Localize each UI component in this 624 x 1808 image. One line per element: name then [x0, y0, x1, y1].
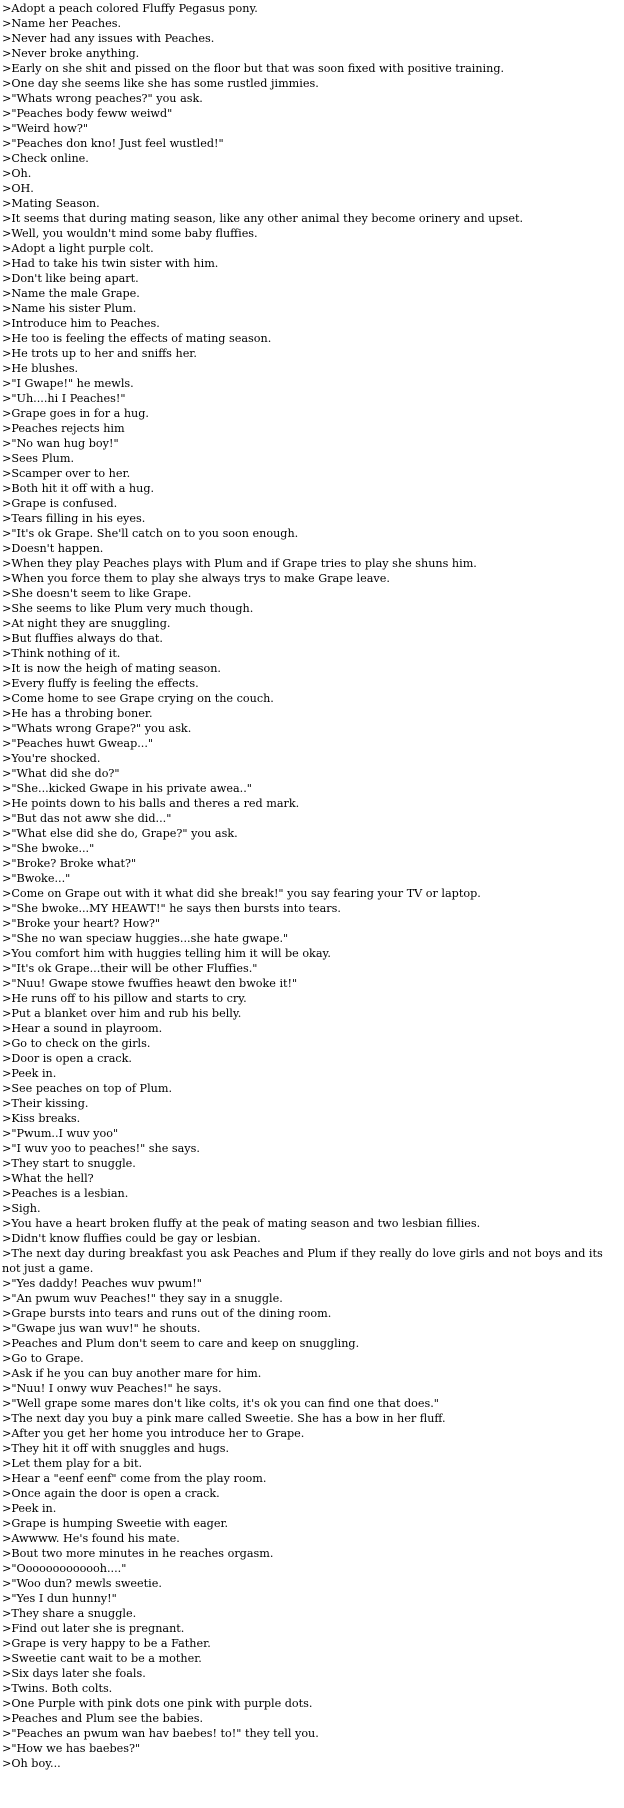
text-line: >Sweetie cant wait to be a mother.: [2, 1652, 202, 1665]
text-line: >They share a snuggle.: [2, 1607, 137, 1620]
text-line: >At night they are snuggling.: [2, 617, 171, 630]
text-line: >He too is feeling the effects of mating season.: [2, 332, 272, 345]
text-line: >Peaches rejects him: [2, 422, 125, 435]
text-line: >Grape is humping Sweetie with eager.: [2, 1517, 229, 1530]
text-line: >Grape is very happy to be a Father.: [2, 1637, 211, 1650]
text-line: >"It's ok Grape...their will be other Fluffies.": [2, 962, 258, 975]
text-line: >"Ooooooooooooh....": [2, 1562, 127, 1575]
text-line: >"Yes I dun hunny!": [2, 1592, 117, 1605]
text-line: >He trots up to her and sniffs her.: [2, 347, 197, 360]
text-line: >Had to take his twin sister with him.: [2, 257, 219, 270]
text-line: >"Whats wrong peaches?" you ask.: [2, 92, 203, 105]
text-line: >Twins. Both colts.: [2, 1682, 113, 1695]
text-line: >Once again the door is open a crack.: [2, 1487, 220, 1500]
text-line: >Bout two more minutes in he reaches orgasm.: [2, 1547, 274, 1560]
text-line: >Kiss breaks.: [2, 1112, 81, 1125]
text-line: >Let them play for a bit.: [2, 1457, 143, 1470]
text-line: >Never broke anything.: [2, 47, 140, 60]
text-line: >"She...kicked Gwape in his private awea..": [2, 782, 252, 795]
text-line: >"What else did she do, Grape?" you ask.: [2, 827, 238, 840]
text-line: >He runs off to his pillow and starts to cry.: [2, 992, 247, 1005]
text-line: >Hear a sound in playroom.: [2, 1022, 163, 1035]
text-line: >OH.: [2, 182, 34, 195]
text-line: >Check online.: [2, 152, 89, 165]
text-line: >Introduce him to Peaches.: [2, 317, 160, 330]
text-line: >It is now the heigh of mating season.: [2, 662, 221, 675]
text-line: >Go to Grape.: [2, 1352, 84, 1365]
text-line: >"She no wan speciaw huggies...she hate gwape.": [2, 932, 289, 945]
text-line: >"Whats wrong Grape?" you ask.: [2, 722, 192, 735]
text-line: >One Purple with pink dots one pink with purple dots.: [2, 1697, 313, 1710]
text-line: >"It's ok Grape. She'll catch on to you soon enough.: [2, 527, 299, 540]
text-line: >After you get her home you introduce her to Grape.: [2, 1427, 305, 1440]
text-line: >Peek in.: [2, 1067, 57, 1080]
text-line: >She seems to like Plum very much though.: [2, 602, 254, 615]
text-line: >"Yes daddy! Peaches wuv pwum!": [2, 1277, 202, 1290]
text-line: >"Peaches don kno! Just feel wustled!": [2, 137, 224, 150]
text-line: >He has a throbing boner.: [2, 707, 153, 720]
text-line: >"Gwape jus wan wuv!" he shouts.: [2, 1322, 201, 1335]
text-line: >You comfort him with huggies telling him it will be okay.: [2, 947, 331, 960]
text-line: >"I Gwape!" he mewls.: [2, 377, 134, 390]
text-line: >"Well grape some mares don't like colts, it's ok you can find one that does.": [2, 1397, 439, 1410]
text-line: >When you force them to play she always trys to make Grape leave.: [2, 572, 390, 585]
text-line: >Sigh.: [2, 1202, 41, 1215]
text-line: >Oh.: [2, 167, 32, 180]
text-line: >Name the male Grape.: [2, 287, 140, 300]
text-line: >"Broke your heart? How?": [2, 917, 161, 930]
text-line: >"She bwoke...": [2, 842, 95, 855]
text-line: >Peek in.: [2, 1502, 57, 1515]
text-line: >One day she seems like she has some rustled jimmies.: [2, 77, 319, 90]
text-line: >Peaches and Plum see the babies.: [2, 1712, 204, 1725]
text-line: >"Peaches huwt Gweap...": [2, 737, 154, 750]
text-line: >He points down to his balls and theres a red mark.: [2, 797, 300, 810]
text-line: >Think nothing of it.: [2, 647, 121, 660]
text-line: >Never had any issues with Peaches.: [2, 32, 215, 45]
text-line: >You have a heart broken fluffy at the peak of mating season and two lesbian fillies.: [2, 1217, 481, 1230]
text-line: >Awwww. He's found his mate.: [2, 1532, 180, 1545]
text-line: >Door is open a crack.: [2, 1052, 132, 1065]
text-line: >Name her Peaches.: [2, 17, 122, 30]
text-line: >"Nuu! Gwape stowe fwuffies heawt den bwoke it!": [2, 977, 298, 990]
text-line: >"Bwoke...": [2, 872, 71, 885]
text-line: >"Broke? Broke what?": [2, 857, 137, 870]
text-line: >Grape goes in for a hug.: [2, 407, 149, 420]
text-line: >What the hell?: [2, 1172, 94, 1185]
text-line: >He blushes.: [2, 362, 79, 375]
text-line: >"Pwum..I wuv yoo": [2, 1127, 119, 1140]
text-line: >Six days later she foals.: [2, 1667, 146, 1680]
text-line: >You're shocked.: [2, 752, 101, 765]
text-line: >Go to check on the girls.: [2, 1037, 151, 1050]
text-line: >Early on she shit and pissed on the floor but that was soon fixed with positive training.: [2, 62, 505, 75]
text-line: >Hear a "eenf eenf" come from the play room.: [2, 1472, 267, 1485]
text-line: >Every fluffy is feeling the effects.: [2, 677, 199, 690]
text-line: >"An pwum wuv Peaches!" they say in a snuggle.: [2, 1292, 283, 1305]
text-line: >Their kissing.: [2, 1097, 89, 1110]
text-line: >Mating Season.: [2, 197, 100, 210]
text-line: >"Nuu! I onwy wuv Peaches!" he says.: [2, 1382, 222, 1395]
text-line: >Ask if he you can buy another mare for him.: [2, 1367, 262, 1380]
text-line: >But fluffies always do that.: [2, 632, 163, 645]
text-line: >"I wuv yoo to peaches!" she says.: [2, 1142, 200, 1155]
text-line: >Adopt a light purple colt.: [2, 242, 154, 255]
text-line: >Peaches is a lesbian.: [2, 1187, 129, 1200]
text-line: >"How we has baebes?": [2, 1742, 141, 1755]
text-line: >"Weird how?": [2, 122, 89, 135]
text-line: >Adopt a peach colored Fluffy Pegasus pony.: [2, 2, 258, 15]
text-line: >It seems that during mating season, like any other animal they become orinery and upset.: [2, 212, 524, 225]
text-line: >Oh boy...: [2, 1757, 61, 1770]
text-line: >Scamper over to her.: [2, 467, 131, 480]
text-line: >Both hit it off with a hug.: [2, 482, 155, 495]
text-line: >They hit it off with snuggles and hugs.: [2, 1442, 230, 1455]
text-line: >"But das not aww she did...": [2, 812, 172, 825]
text-line: >She doesn't seem to like Grape.: [2, 587, 192, 600]
text-line: >"Peaches an pwum wan hav baebes! to!" they tell you.: [2, 1727, 319, 1740]
text-line: >"She bwoke...MY HEAWT!" he says then bursts into tears.: [2, 902, 341, 915]
text-line: >Name his sister Plum.: [2, 302, 137, 315]
text-line: >Well, you wouldn't mind some baby fluffies.: [2, 227, 258, 240]
text-line: >Grape bursts into tears and runs out of the dining room.: [2, 1307, 332, 1320]
text-line: >The next day you buy a pink mare called Sweetie. She has a bow in her fluff.: [2, 1412, 446, 1425]
text-line: >When they play Peaches plays with Plum and if Grape tries to play she shuns him.: [2, 557, 477, 570]
text-line: >Come on Grape out with it what did she break!" you say fearing your TV or laptop.: [2, 887, 481, 900]
text-line: >They start to snuggle.: [2, 1157, 136, 1170]
text-line: >Come home to see Grape crying on the couch.: [2, 692, 274, 705]
text-line: >The next day during breakfast you ask Peaches and Plum if they really do love girls and not boys and its not just a game.: [2, 1247, 603, 1275]
text-line: >"Woo dun? mewls sweetie.: [2, 1577, 162, 1590]
text-line: >"Uh....hi I Peaches!": [2, 392, 126, 405]
text-line: >Don't like being apart.: [2, 272, 139, 285]
text-line: >Doesn't happen.: [2, 542, 104, 555]
text-line: >"What did she do?": [2, 767, 120, 780]
text-line: >Didn't know fluffies could be gay or lesbian.: [2, 1232, 261, 1245]
text-line: >See peaches on top of Plum.: [2, 1082, 173, 1095]
text-line: >Grape is confused.: [2, 497, 118, 510]
text-line: >Sees Plum.: [2, 452, 75, 465]
text-line: >Tears filling in his eyes.: [2, 512, 146, 525]
text-line: >Put a blanket over him and rub his belly.: [2, 1007, 242, 1020]
text-line: >Find out later she is pregnant.: [2, 1622, 185, 1635]
text-line: >"Peaches body feww weiwd": [2, 107, 173, 120]
text-line: >"No wan hug boy!": [2, 437, 119, 450]
text-line: >Peaches and Plum don't seem to care and keep on snuggling.: [2, 1337, 360, 1350]
